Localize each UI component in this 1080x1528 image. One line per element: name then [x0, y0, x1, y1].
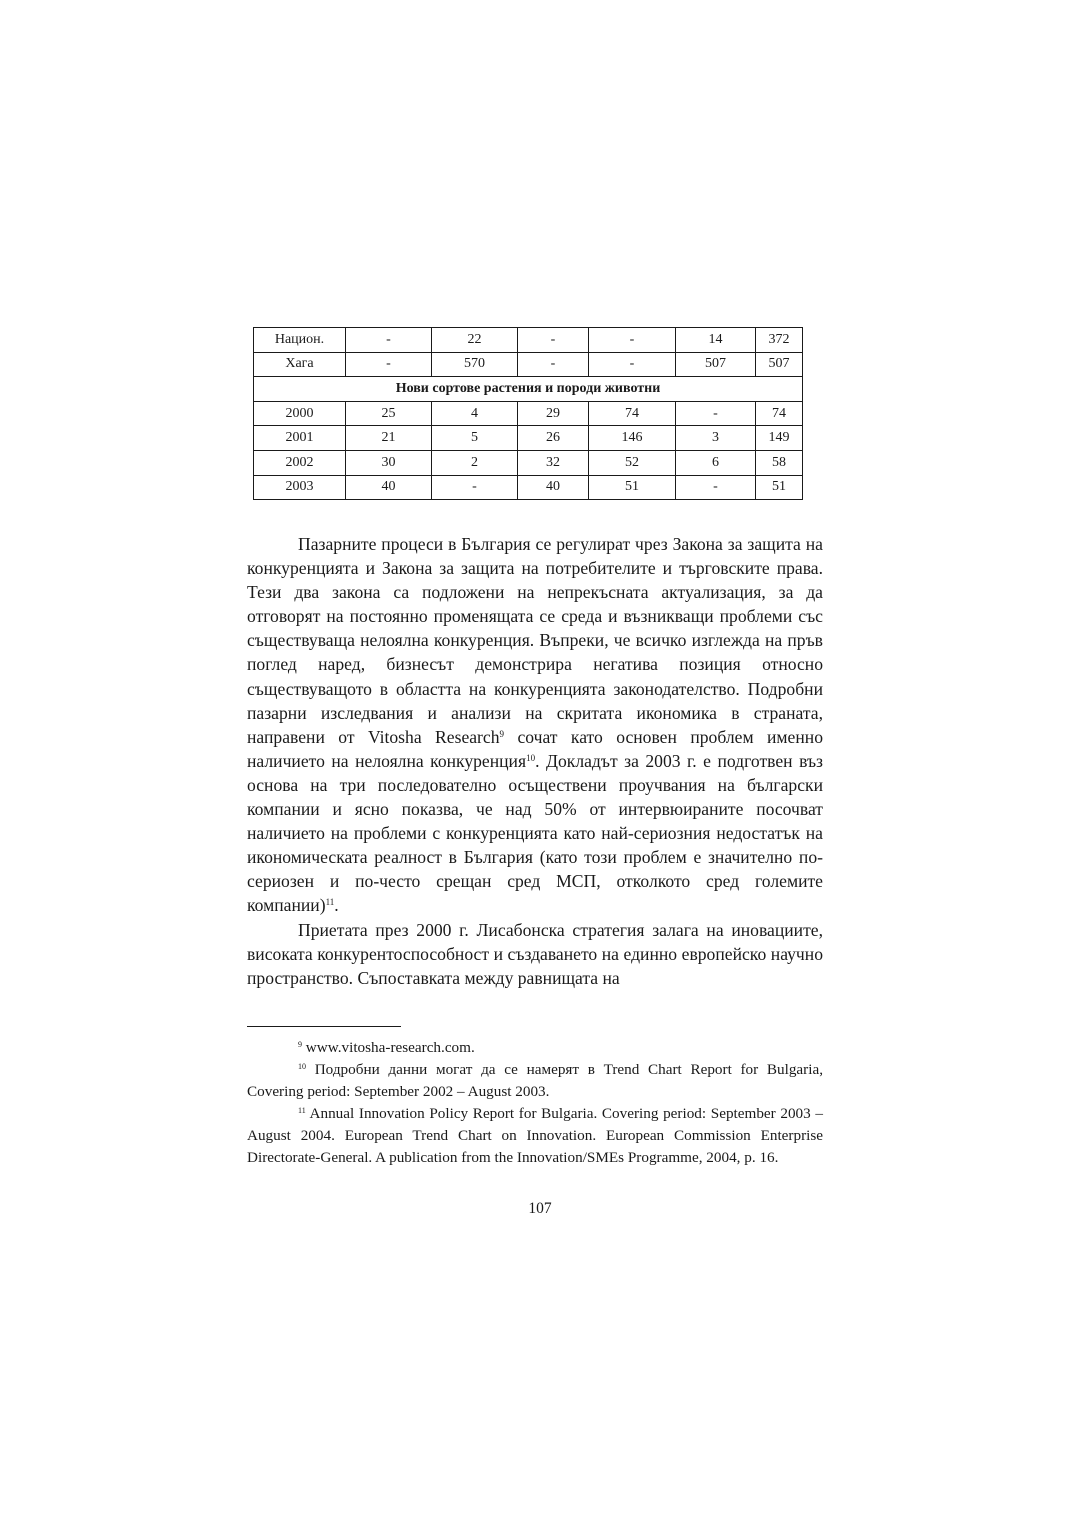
table-cell: 26 [518, 426, 589, 451]
table-row-label: 2003 [254, 475, 346, 500]
table-cell: 51 [756, 475, 803, 500]
table-cell: 21 [346, 426, 432, 451]
table-cell: 74 [589, 401, 676, 426]
footnote [247, 1059, 823, 1103]
table-row [254, 401, 803, 426]
paragraph [247, 532, 823, 918]
footnote-number: 10 [298, 1062, 306, 1071]
table-cell: 5 [432, 426, 518, 451]
table-cell: 58 [756, 450, 803, 475]
text-run: . Докладът за 2003 г. е подготвен въз основа на три последователно осъществени проучвания на български компании и ясно показва, че над 50% от интервюираните посочват наличието на проблеми с конкуренцията като най-сериозния недостатък на икономическата реалност в България (като този проблем е значително по-сериозен и по-често срещан сред МСП, отколкото сред големите компании) [247, 750, 824, 916]
table-cell: 52 [589, 450, 676, 475]
text-run: Пазарните процеси в България се регулират чрез Закона за защита на конкуренцията и Закона за защита на потребителите и търговските права. Тези два закона са подложени на непрекъсната актуализация, за да отговорят на постоянно променящата се среда и възникващи проблеми със съществуваща нелоялна конкуренция. Въпреки, че всичко изглежда на пръв поглед наред, бизнесът демонстрира негатива позиция относно съществуващото в областта на конкуренцията законодателство. Подробни пазарни изследвания и анализи на скритата икономика в страната, направени от Vitosha Research [247, 534, 823, 747]
footnote-separator [247, 1026, 401, 1027]
table-cell: 507 [676, 352, 756, 377]
footnote-text: Подробни данни могат да се намерят в Trend Chart Report for Bulgaria, Covering period: September 2002 – August 2003. [247, 1061, 823, 1100]
table-row [254, 450, 803, 475]
footnotes [247, 1037, 823, 1169]
table-cell: 3 [676, 426, 756, 451]
statistics-table [253, 327, 803, 500]
body-text [247, 532, 823, 990]
table-row [254, 328, 803, 353]
table-cell: 25 [346, 401, 432, 426]
table-cell: 372 [756, 328, 803, 353]
table-cell: 32 [518, 450, 589, 475]
text-run: сочат като основен проблем именно наличието на нелоялна конкуренция [247, 726, 823, 771]
table-row-label: Национ. [254, 328, 346, 353]
table-cell: 4 [432, 401, 518, 426]
footnote-reference: 9 [499, 728, 505, 739]
footnote-reference: 10 [526, 752, 536, 763]
table-cell: 149 [756, 426, 803, 451]
table-cell: - [589, 352, 676, 377]
table-cell: 507 [756, 352, 803, 377]
page-number: 107 [528, 1200, 552, 1217]
footnote-text: Annual Innovation Policy Report for Bulgaria. Covering period: September 2003 – August 2004. European Trend Chart on Innovation. European Commission Enterprise Directorate-General. A publication from the Innovation/SMEs Programme, 2004, p. 16. [247, 1105, 823, 1166]
table-row-label: Хага [254, 352, 346, 377]
table-cell: 570 [432, 352, 518, 377]
table-cell: 14 [676, 328, 756, 353]
table-row-label: 2001 [254, 426, 346, 451]
footnote-number: 11 [298, 1106, 306, 1115]
table-cell: 74 [756, 401, 803, 426]
table-cell: - [346, 352, 432, 377]
table-cell: 40 [518, 475, 589, 500]
paragraph: Приетата през 2000 г. Лисабонска стратегия залага на иновациите, високата конкурентоспособност и създаването на единно европейско научно пространство. Съпоставката между равнищата на [247, 919, 823, 988]
table-cell: 6 [676, 450, 756, 475]
table-cell: 51 [589, 475, 676, 500]
table-row-label: 2000 [254, 401, 346, 426]
table-cell: - [518, 352, 589, 377]
table-cell: - [676, 401, 756, 426]
footnote-reference: 11 [325, 897, 335, 908]
table-cell: 30 [346, 450, 432, 475]
table-row [254, 426, 803, 451]
footnote [247, 1037, 823, 1059]
table-cell: - [676, 475, 756, 500]
table-body [254, 328, 803, 500]
table-cell: 22 [432, 328, 518, 353]
table-cell: 29 [518, 401, 589, 426]
table-cell: - [432, 475, 518, 500]
table-row [254, 475, 803, 500]
footnote-number: 9 [298, 1040, 302, 1049]
table-cell: 40 [346, 475, 432, 500]
table-cell: 2 [432, 450, 518, 475]
table-cell: - [589, 328, 676, 353]
footnote [247, 1103, 823, 1169]
table-cell: 146 [589, 426, 676, 451]
table-section-row [254, 377, 803, 402]
footnote-text: www.vitosha-research.com. [302, 1039, 475, 1056]
table-row [254, 352, 803, 377]
table-row-label: 2002 [254, 450, 346, 475]
table-cell: - [518, 328, 589, 353]
table-cell: - [346, 328, 432, 353]
table-section-heading: Нови сортове растения и породи животни [254, 377, 803, 402]
text-run: . [334, 895, 339, 916]
